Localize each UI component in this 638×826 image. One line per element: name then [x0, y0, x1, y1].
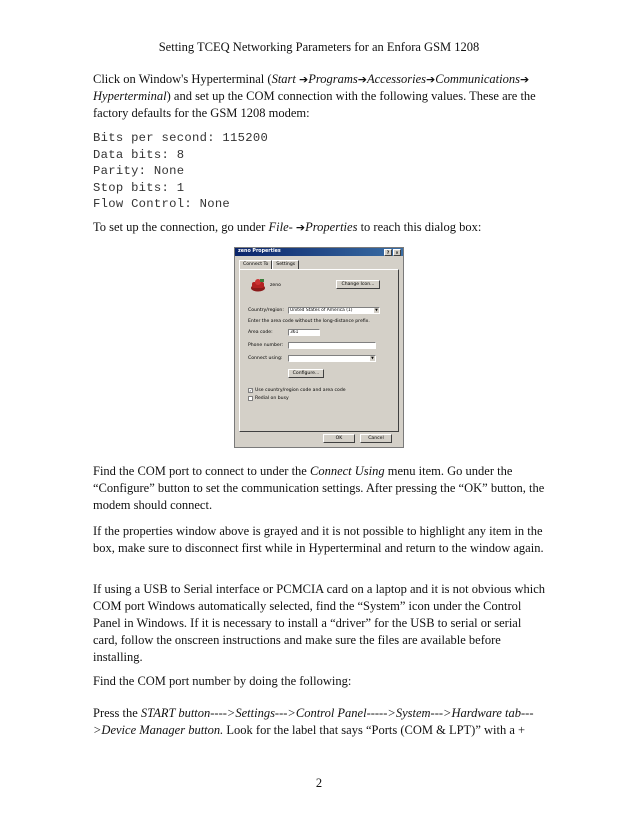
phone-number-input[interactable] — [288, 342, 376, 349]
configure-button[interactable]: Configure... — [288, 369, 324, 378]
intro-text-1: Click on Window's Hyperterminal ( — [93, 72, 272, 86]
press-paragraph — [93, 705, 545, 739]
connect-using-label: Connect using: — [248, 356, 283, 361]
connect-using-select[interactable] — [288, 355, 376, 362]
use-country-label: Use country/region code and area code — [255, 388, 346, 393]
arrow-icon: ➔ — [357, 73, 367, 86]
phone-number-label: Phone number: — [248, 343, 284, 348]
start-menu-text: Start — [271, 72, 300, 86]
file-menu-text: File- — [268, 220, 296, 234]
connect-to-panel — [239, 269, 399, 432]
country-select[interactable] — [288, 307, 380, 314]
find-com-text-1: Find the COM port to connect to under the — [93, 464, 310, 478]
arrow-icon: ➔ — [426, 73, 436, 86]
dialog-tabs — [239, 260, 299, 269]
chevron-down-icon: ▼ — [375, 308, 378, 312]
setting-bits-per-second: Bits per second: 115200 — [93, 131, 269, 145]
setting-stop-bits: Stop bits: 1 — [93, 180, 185, 195]
navigation-path-text: START button---->Settings--->Control Panel----->System--->Hardware tab--->Device Manager button. — [93, 706, 534, 737]
programs-text: Programs — [308, 72, 358, 86]
country-label: Country/region: — [248, 308, 284, 313]
connection-name: zeno — [270, 283, 281, 288]
phone-icon — [250, 278, 266, 292]
modem-settings-list — [93, 130, 268, 213]
tab-settings[interactable]: Settings — [272, 260, 299, 269]
area-code-hint: Enter the area code without the long-distance prefix. — [248, 319, 370, 324]
setting-flow-control: Flow Control: None — [93, 197, 231, 211]
press-text-2: Look for the label that says “Ports (COM & LPT)” with a + — [223, 723, 526, 737]
properties-dialog — [234, 247, 404, 448]
redial-label: Redial on busy — [255, 396, 289, 401]
page-header: Setting TCEQ Networking Parameters for an Enfora GSM 1208 — [158, 40, 480, 54]
setting-parity: Parity: None — [93, 164, 185, 178]
setting-data-bits: Data bits: 8 — [93, 147, 185, 162]
find-com-paragraph — [93, 463, 545, 514]
change-icon-button[interactable]: Change Icon... — [336, 280, 380, 289]
use-country-checkbox[interactable]: ✓ — [249, 388, 253, 393]
redial-checkbox[interactable] — [248, 396, 253, 401]
accessories-text: Accessories — [367, 72, 427, 86]
usb-paragraph: If using a USB to Serial interface or PCMCIA card on a laptop and it is not obvious which COM port Windows automatically selected, find the “System” icon under the Control Panel in Windows. If it is necessary to install a “driver” for the USB to serial or serial card, follow the onscreen instructions and make sure the files are available before installing. — [93, 582, 546, 664]
chevron-down-icon: ▼ — [371, 356, 374, 360]
connect-using-text: Connect Using — [309, 464, 385, 478]
setup-text-1: To set up the connection, go under — [93, 220, 269, 234]
page-number: 2 — [315, 776, 323, 790]
dialog-title-bar — [235, 248, 403, 256]
arrow-icon: ➔ — [519, 73, 530, 86]
intro-text-2: ) and set up the COM connection with the following values. These are the factory defaults for the GSM 1208 modem: — [93, 89, 536, 120]
help-icon[interactable]: ? — [384, 249, 392, 256]
area-code-input[interactable]: 361 — [288, 329, 320, 336]
find-number-paragraph: Find the COM port number by doing the following: — [93, 674, 352, 688]
setup-text-2: to reach this dialog box: — [357, 220, 482, 234]
press-text-1: Press the — [93, 706, 141, 720]
arrow-icon: ➔ — [299, 73, 309, 86]
ok-button[interactable]: OK — [323, 434, 355, 443]
close-icon[interactable]: × — [393, 249, 401, 256]
cancel-button[interactable]: Cancel — [360, 434, 392, 443]
country-value: United States of America (1) — [290, 308, 353, 313]
hyperterminal-text: Hyperterminal — [93, 89, 167, 103]
grayed-paragraph: If the properties window above is grayed and it is not possible to highlight any item in the box, make sure to disconnect first while in Hyperterminal and return to the window again. — [93, 524, 544, 555]
area-code-label: Area code: — [248, 330, 273, 335]
properties-text: Properties — [305, 220, 358, 234]
find-com-text-2: menu item. Go under the “Configure” button to set the communication settings. After pressing the “OK” button, the modem should connect. — [93, 464, 545, 512]
arrow-icon: ➔ — [295, 221, 306, 234]
setup-paragraph — [93, 219, 545, 236]
tab-connect-to[interactable]: Connect To — [239, 260, 272, 270]
dialog-title: zeno Properties — [238, 249, 281, 254]
intro-paragraph — [93, 71, 545, 122]
communications-text: Communications — [435, 72, 520, 86]
